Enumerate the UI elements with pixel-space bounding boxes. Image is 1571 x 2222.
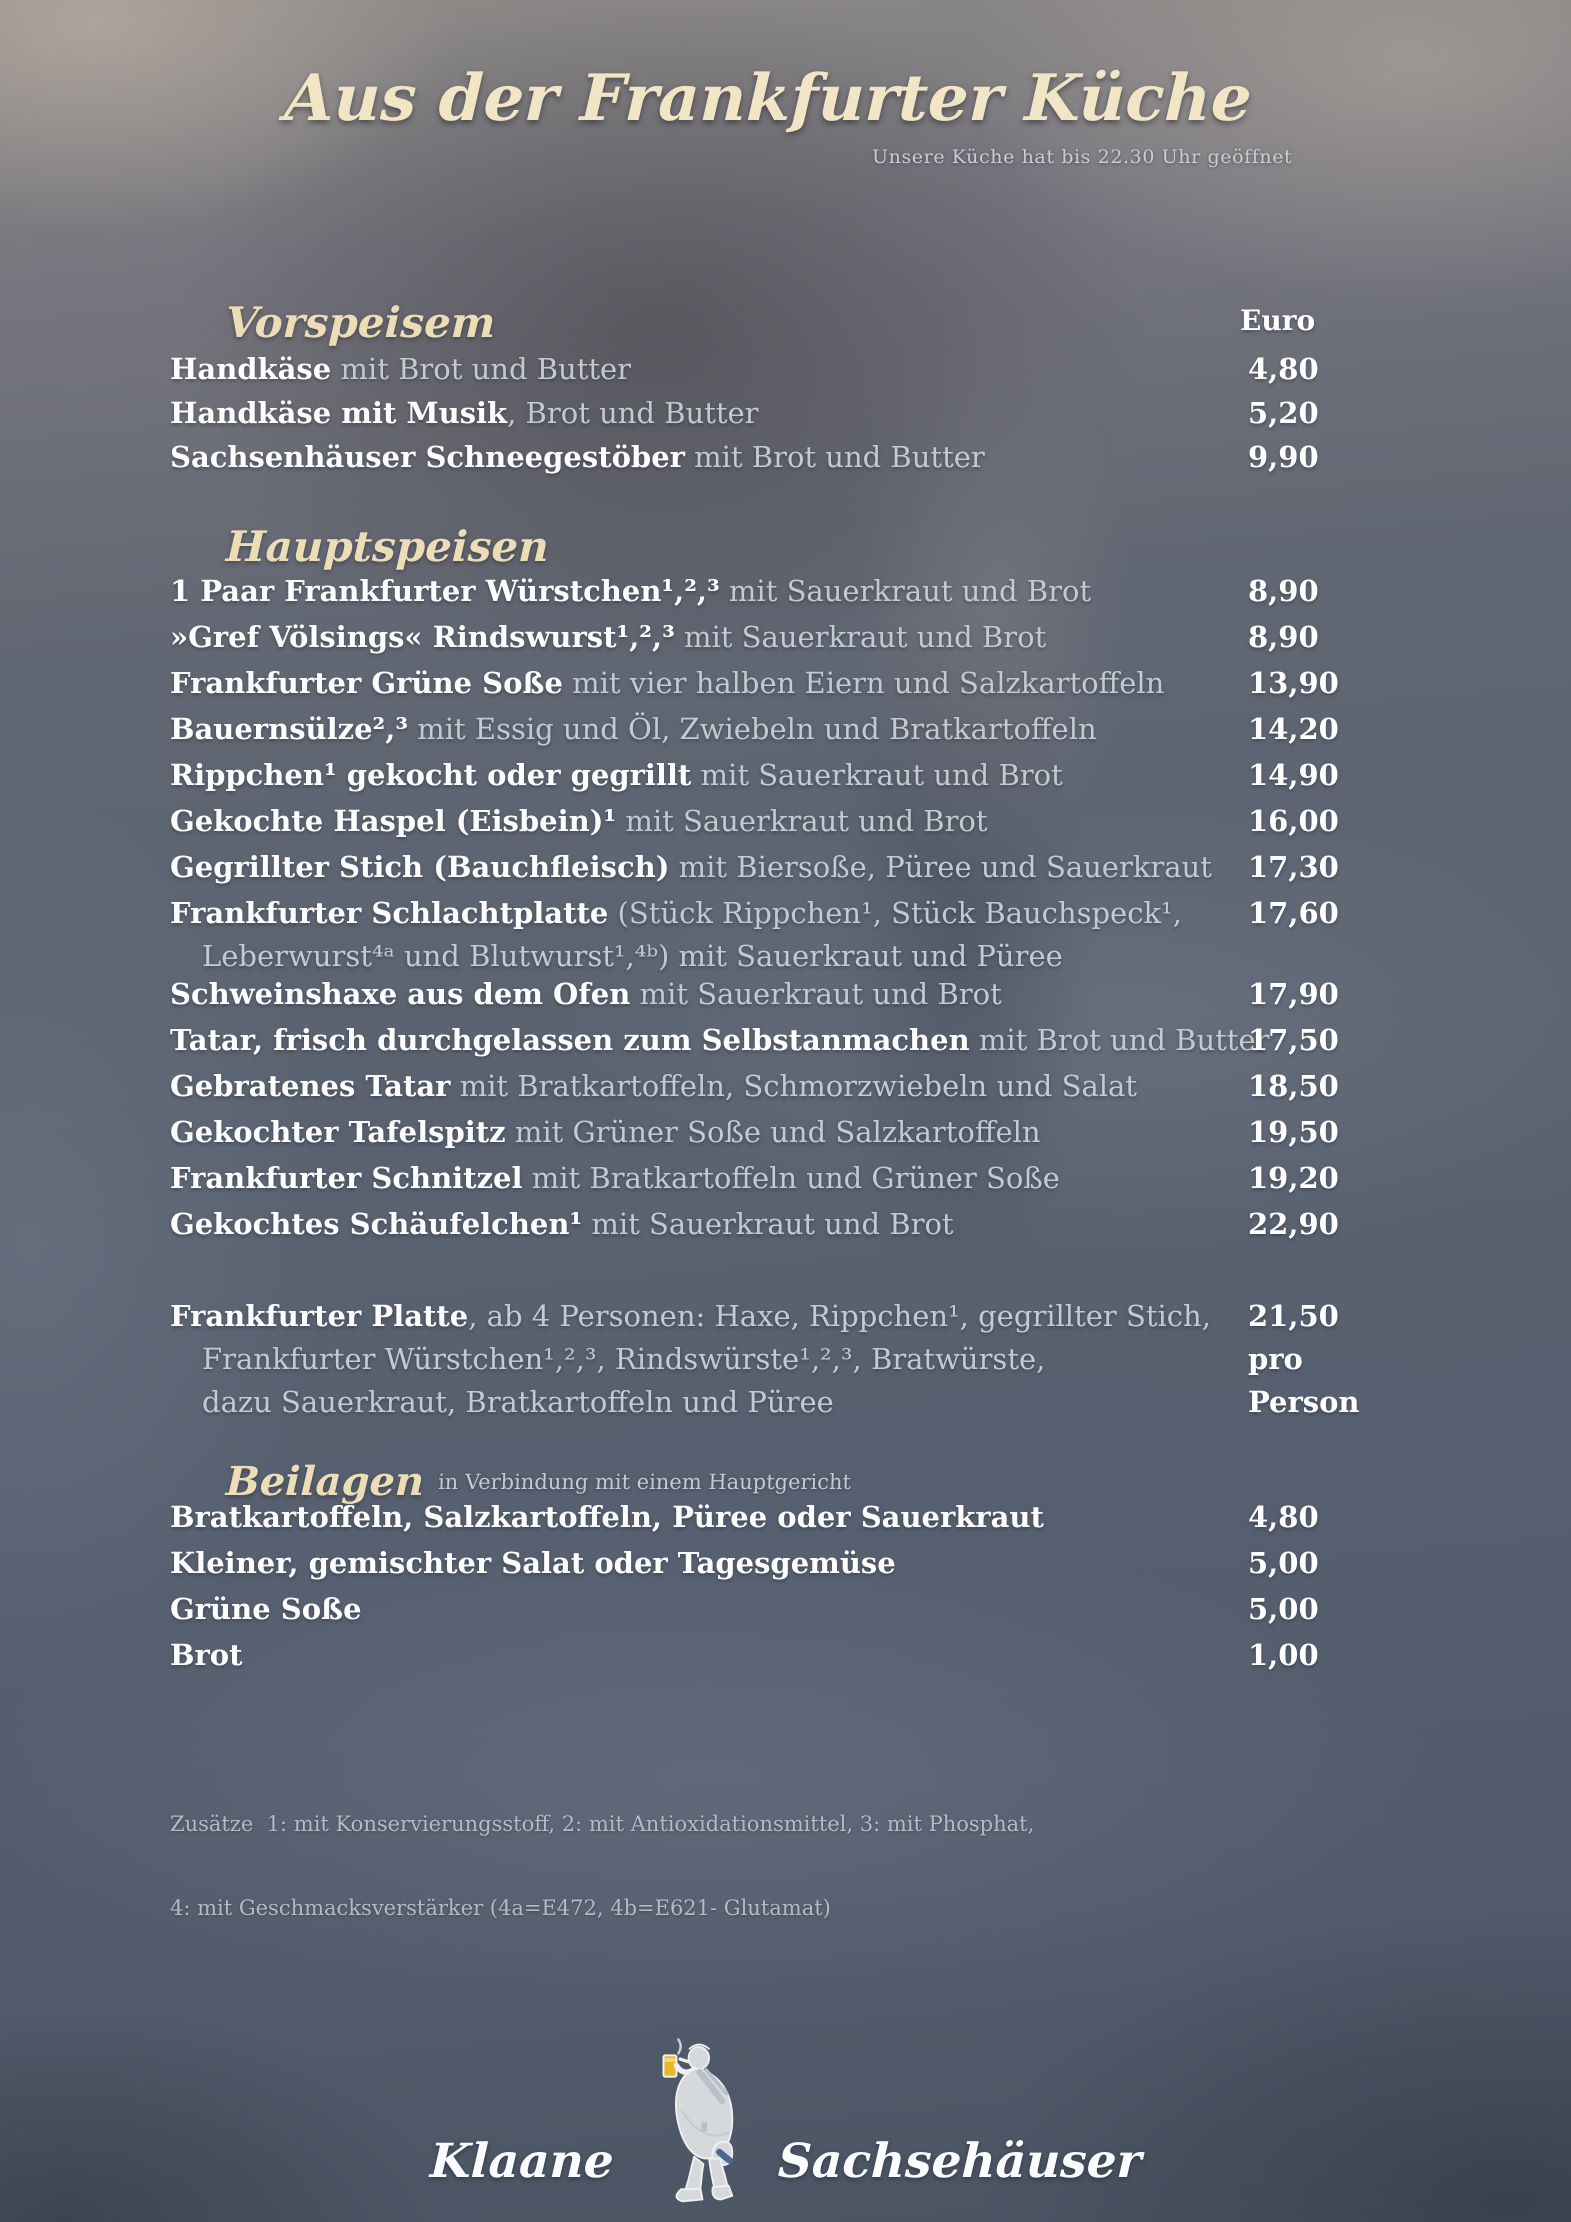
menu-item-row — [170, 977, 1370, 1023]
item-description: mit Brot und Butter — [331, 352, 632, 386]
item-price: 19,50 — [1248, 1115, 1339, 1149]
item-description: dazu Sauerkraut, Bratkartoffeln und Püree — [202, 1385, 834, 1419]
item-name: Rippchen¹ gekocht oder gegrillt — [170, 758, 692, 792]
item-name: Kleiner, gemischter Salat oder Tagesgemüse — [170, 1546, 896, 1580]
hauptspeisen-items-a — [170, 574, 1370, 896]
item-name: Handkäse — [170, 352, 332, 386]
menu-item-row — [170, 1161, 1370, 1207]
item-name: Bratkartoffeln, Salzkartoffeln, Püree oder Sauerkraut — [170, 1500, 1044, 1534]
item-description: mit Sauerkraut und Brot — [674, 620, 1047, 654]
menu-item-row — [170, 1023, 1370, 1069]
menu-item-row — [170, 620, 1370, 666]
menu-item-row — [170, 712, 1370, 758]
item-description: Frankfurter Würstchen¹,²,³, Rindswürste¹,²,³, Bratwürste, — [202, 1342, 1046, 1376]
section-vorspeisen — [170, 298, 1370, 484]
item-description: mit Sauerkraut und Brot — [691, 758, 1063, 792]
additives-footnote — [170, 1754, 1150, 1978]
item-price: 22,90 — [1248, 1207, 1339, 1241]
item-name: Frankfurter Schlachtplatte — [170, 896, 609, 930]
menu-item-row — [170, 440, 1370, 484]
item-price: 8,90 — [1248, 574, 1319, 608]
item-name: Frankfurter Grüne Soße — [170, 666, 563, 700]
menu-item-continuation — [170, 939, 1370, 977]
item-price: 17,60 — [1248, 896, 1339, 930]
logo-word-left: Klaane — [428, 2133, 615, 2189]
item-price-unit: pro — [1248, 1342, 1303, 1376]
item-name: Tatar, frisch durchgelassen zum Selbstanmachen — [170, 1023, 970, 1057]
currency-column-header: Euro — [1240, 304, 1316, 337]
item-price-unit: Person — [1248, 1385, 1360, 1419]
item-description: mit Sauerkraut und Brot — [630, 977, 1002, 1011]
item-description: mit Grüner Soße und Salzkartoffeln — [505, 1115, 1041, 1149]
item-description: mit Brot und Butter — [684, 440, 985, 474]
page-title: Aus der Frankfurter Küche — [283, 61, 1254, 136]
menu-item-row — [170, 1592, 1370, 1638]
menu-item-row — [170, 352, 1370, 396]
menu-item-row — [170, 1500, 1370, 1546]
item-price: 16,00 — [1248, 804, 1339, 838]
item-price: 8,90 — [1248, 620, 1319, 654]
section-heading-vorspeisen: Vorspeisem — [225, 298, 497, 347]
section-header — [170, 522, 1370, 572]
section-heading-note: in Verbindung mit einem Hauptgericht — [437, 1470, 852, 1494]
section-beilagen — [170, 1458, 1370, 1684]
section-hauptspeisen — [170, 522, 1370, 1428]
menu-item-row — [170, 850, 1370, 896]
item-name: Schweinshaxe aus dem Ofen — [170, 977, 631, 1011]
item-price: 13,90 — [1248, 666, 1339, 700]
item-name: Frankfurter Platte — [170, 1299, 469, 1333]
item-price: 1,00 — [1248, 1638, 1319, 1672]
item-description: mit Sauerkraut und Brot — [616, 804, 988, 838]
item-price: 18,50 — [1248, 1069, 1339, 1103]
menu-item-row — [170, 804, 1370, 850]
item-name: Bauernsülze²,³ — [170, 712, 409, 746]
menu-item-row — [170, 1638, 1370, 1684]
item-name: Handkäse mit Musik — [170, 396, 508, 430]
item-price: 4,80 — [1248, 1500, 1319, 1534]
item-description: mit Brot und Butter — [969, 1023, 1270, 1057]
item-description: mit Essig und Öl, Zwiebeln und Bratkartoffeln — [408, 712, 1097, 746]
item-description: mit Bratkartoffeln und Grüner Soße — [522, 1161, 1060, 1195]
menu-item-continuation — [170, 1385, 1370, 1428]
footnote-line-1: Zusätze 1: mit Konservierungsstoff, 2: mit Antioxidationsmittel, 3: mit Phosphat, — [170, 1812, 1035, 1836]
section-header — [170, 298, 1370, 348]
menu-item-row — [170, 1069, 1370, 1115]
menu-item-row — [170, 666, 1370, 712]
item-name: Gegrillter Stich (Bauchfleisch) — [170, 850, 670, 884]
section-heading-hauptspeisen: Hauptspeisen — [225, 522, 550, 571]
menu-item-row — [170, 1546, 1370, 1592]
restaurant-logo — [0, 2030, 1571, 2222]
section-heading-text: Beilagen — [225, 1458, 425, 1505]
item-name: »Gref Völsings« Rindswurst¹,²,³ — [170, 620, 675, 654]
item-description: mit Sauerkraut und Brot — [719, 574, 1092, 608]
item-price: 17,30 — [1248, 850, 1339, 884]
item-name: Gekochter Tafelspitz — [170, 1115, 506, 1149]
section-heading-beilagen — [225, 1458, 852, 1505]
beilagen-items — [170, 1500, 1370, 1684]
item-name: Gebratenes Tatar — [170, 1069, 451, 1103]
menu-item-continuation — [170, 1342, 1370, 1385]
item-description: (Stück Rippchen¹, Stück Bauchspeck¹, — [608, 896, 1182, 930]
item-name: Gekochtes Schäufelchen¹ — [170, 1207, 583, 1241]
footnote-line-2: 4: mit Geschmacksverstärker (4a=E472, 4b=E621- Glutamat) — [170, 1896, 831, 1920]
vorspeisen-items — [170, 352, 1370, 484]
item-description: , Brot und Butter — [507, 396, 759, 430]
item-name: 1 Paar Frankfurter Würstchen¹,²,³ — [170, 574, 720, 608]
item-price: 21,50 — [1248, 1299, 1339, 1333]
menu-item-row — [170, 1115, 1370, 1161]
item-price: 17,90 — [1248, 977, 1339, 1011]
item-description: mit Sauerkraut und Brot — [582, 1207, 954, 1241]
item-price: 14,90 — [1248, 758, 1339, 792]
logo-word-right: Sachsehäuser — [776, 2133, 1143, 2189]
item-description: mit vier halben Eiern und Salzkartoffeln — [562, 666, 1165, 700]
item-price: 5,20 — [1248, 396, 1319, 430]
item-description: , ab 4 Personen: Haxe, Rippchen¹, gegrillter Stich, — [468, 1299, 1211, 1333]
item-description: mit Biersoße, Püree und Sauerkraut — [669, 850, 1212, 884]
kitchen-hours-note: Unsere Küche hat bis 22.30 Uhr geöffnet — [872, 146, 1293, 168]
item-price: 5,00 — [1248, 1592, 1319, 1626]
section-header — [170, 1458, 1370, 1505]
item-description: mit Bratkartoffeln, Schmorzwiebeln und Salat — [450, 1069, 1137, 1103]
item-name: Frankfurter Schnitzel — [170, 1161, 523, 1195]
spacer — [170, 1253, 1370, 1299]
hauptspeisen-items-b — [170, 977, 1370, 1253]
item-name: Grüne Soße — [170, 1592, 362, 1626]
menu-item-row — [170, 574, 1370, 620]
item-price: 5,00 — [1248, 1546, 1319, 1580]
menu-item-row — [170, 758, 1370, 804]
man-with-beer-icon — [640, 2033, 752, 2219]
menu-item-row — [170, 396, 1370, 440]
item-description: Leberwurst⁴ᵃ und Blutwurst¹,⁴ᵇ) mit Sauerkraut und Püree — [202, 939, 1063, 973]
menu-item-row-schlachtplatte — [170, 896, 1370, 939]
item-price: 4,80 — [1248, 352, 1319, 386]
item-price: 9,90 — [1248, 440, 1319, 474]
item-name: Sachsenhäuser Schneegestöber — [170, 440, 685, 474]
item-price: 14,20 — [1248, 712, 1339, 746]
menu-item-row-platte — [170, 1299, 1370, 1342]
menu-item-row — [170, 1207, 1370, 1253]
item-price: 17,50 — [1248, 1023, 1339, 1057]
item-name: Gekochte Haspel (Eisbein)¹ — [170, 804, 617, 838]
item-price: 19,20 — [1248, 1161, 1339, 1195]
item-name: Brot — [170, 1638, 243, 1672]
